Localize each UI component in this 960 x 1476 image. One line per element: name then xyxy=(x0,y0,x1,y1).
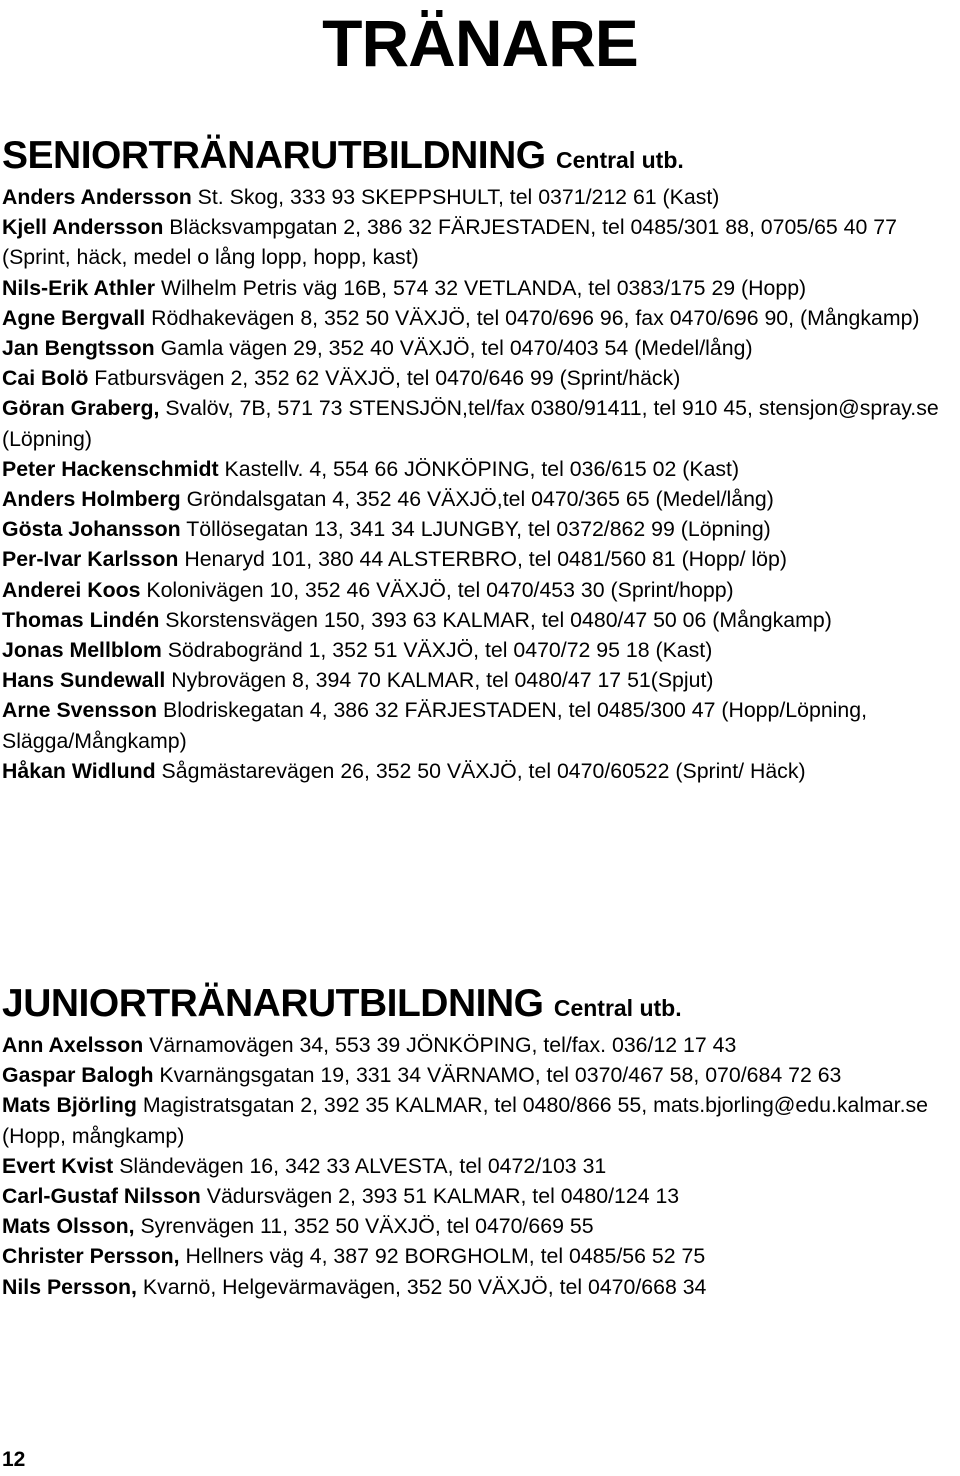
trainer-entry xyxy=(2,1030,958,1060)
trainer-name: Cai Bolö xyxy=(2,366,89,391)
trainer-entry xyxy=(2,1060,958,1090)
trainer-name: Gaspar Balogh xyxy=(2,1063,154,1088)
trainer-name: Kjell Andersson xyxy=(2,215,164,240)
trainer-entry xyxy=(2,1151,958,1181)
trainer-name: Jan Bengtsson xyxy=(2,336,155,361)
trainer-name: Jonas Mellblom xyxy=(2,638,162,663)
trainer-entry xyxy=(2,544,958,574)
trainer-details: Gröndalsgatan 4, 352 46 VÄXJÖ,tel 0470/365 65 (Medel/lång) xyxy=(186,487,774,512)
trainer-name: Mats Olsson, xyxy=(2,1214,135,1239)
trainer-name: Anders Andersson xyxy=(2,185,192,209)
trainer-details: Fatbursvägen 2, 352 62 VÄXJÖ, tel 0470/646 99 (Sprint/häck) xyxy=(94,366,681,391)
trainer-entry xyxy=(2,1211,958,1241)
trainer-details: Sågmästarevägen 26, 352 50 VÄXJÖ, tel 0470/60522 (Sprint/ Häck) xyxy=(161,758,806,783)
trainer-details: Vädursvägen 2, 393 51 KALMAR, tel 0480/124 13 xyxy=(206,1184,680,1209)
senior-entry-list xyxy=(2,182,958,786)
trainer-name: Arne Svensson xyxy=(2,698,158,723)
trainer-details: St. Skog, 333 93 SKEPPSHULT, tel 0371/212 61 (Kast) xyxy=(197,185,720,209)
trainer-details: Magistratsgatan 2, 392 35 KALMAR, tel 0480/866 55, mats.bjorling@edu.kalmar.se (Hopp, mångkamp) xyxy=(2,1093,929,1148)
trainer-entry xyxy=(2,1090,958,1150)
senior-heading-sub: Central utb. xyxy=(556,147,684,173)
trainer-name: Carl-Gustaf Nilsson xyxy=(2,1184,201,1209)
senior-heading-text: SENIORTRÄNARUTBILDNING xyxy=(2,134,546,177)
trainer-name: Evert Kvist xyxy=(2,1153,114,1178)
trainer-details: Töllösegatan 13, 341 34 LJUNGBY, tel 0372/862 99 (Löpning) xyxy=(186,517,771,542)
trainer-entry xyxy=(2,575,958,605)
trainer-name: Gösta Johansson xyxy=(2,517,181,542)
trainer-details: Bläcksvampgatan 2, 386 32 FÄRJESTADEN, tel 0485/301 88, 0705/65 40 77 (Sprint, häck, medel o lång lopp, hopp, kast) xyxy=(2,215,897,270)
trainer-details: Svalöv, 7B, 571 73 STENSJÖN,tel/fax 0380/91411, tel 910 45, stensjon@spray.se (Löpning) xyxy=(2,396,939,451)
trainer-details: Rödhakevägen 8, 352 50 VÄXJÖ, tel 0470/696 96, fax 0470/696 90, (Mångkamp) xyxy=(151,305,920,330)
trainer-details: Syrenvägen 11, 352 50 VÄXJÖ, tel 0470/669 55 xyxy=(140,1214,594,1239)
trainer-name: Christer Persson, xyxy=(2,1244,180,1269)
trainer-details: Nybrovägen 8, 394 70 KALMAR, tel 0480/47 17 51(Spjut) xyxy=(171,668,714,693)
trainer-name: Hans Sundewall xyxy=(2,668,166,693)
trainer-entry xyxy=(2,1241,958,1271)
trainer-entry xyxy=(2,273,958,303)
senior-section xyxy=(2,134,958,786)
trainer-name: Ann Axelsson xyxy=(2,1033,144,1057)
trainer-entry xyxy=(2,484,958,514)
trainer-name: Anders Holmberg xyxy=(2,487,181,512)
trainer-name: Per-Ivar Karlsson xyxy=(2,547,179,572)
trainer-details: Henaryd 101, 380 44 ALSTERBRO, tel 0481/560 81 (Hopp/ löp) xyxy=(184,547,787,572)
trainer-name: Anderei Koos xyxy=(2,577,141,602)
trainer-entry xyxy=(2,182,958,212)
trainer-entry xyxy=(2,756,958,786)
trainer-name: Nils-Erik Athler xyxy=(2,275,156,300)
trainer-entry xyxy=(2,1181,958,1211)
trainer-name: Agne Bergvall xyxy=(2,305,146,330)
junior-entry-list xyxy=(2,1030,958,1302)
junior-heading xyxy=(2,982,958,1030)
trainer-entry xyxy=(2,333,958,363)
trainer-entry xyxy=(2,363,958,393)
trainer-details: Kvarnängsgatan 19, 331 34 VÄRNAMO, tel 0370/467 58, 070/684 72 63 xyxy=(159,1063,842,1088)
trainer-entry xyxy=(2,454,958,484)
trainer-details: Blodriskegatan 4, 386 32 FÄRJESTADEN, tel 0485/300 47 (Hopp/Löpning, Slägga/Mångkamp) xyxy=(2,698,867,753)
trainer-details: Wilhelm Petris väg 16B, 574 32 VETLANDA, tel 0383/175 29 (Hopp) xyxy=(160,275,807,300)
trainer-entry xyxy=(2,665,958,695)
trainer-details: Värnamovägen 34, 553 39 JÖNKÖPING, tel/fax. 036/12 17 43 xyxy=(149,1033,737,1057)
trainer-entry xyxy=(2,393,958,453)
trainer-name: Thomas Lindén xyxy=(2,607,160,632)
trainer-details: Sländevägen 16, 342 33 ALVESTA, tel 0472/103 31 xyxy=(119,1153,607,1178)
trainer-details: Södrabogränd 1, 352 51 VÄXJÖ, tel 0470/72 95 18 (Kast) xyxy=(167,638,713,663)
trainer-entry xyxy=(2,695,958,755)
junior-section xyxy=(2,982,958,1302)
senior-heading xyxy=(2,134,958,182)
trainer-entry xyxy=(2,303,958,333)
trainer-entry xyxy=(2,212,958,272)
trainer-entry xyxy=(2,514,958,544)
trainer-entry xyxy=(2,1272,958,1302)
junior-heading-text: JUNIORTRÄNARUTBILDNING xyxy=(2,982,544,1025)
trainer-name: Göran Graberg, xyxy=(2,396,160,421)
trainer-name: Peter Hackenschmidt xyxy=(2,456,219,481)
trainer-details: Gamla vägen 29, 352 40 VÄXJÖ, tel 0470/403 54 (Medel/lång) xyxy=(160,336,753,361)
trainer-name: Håkan Widlund xyxy=(2,758,156,783)
trainer-name: Nils Persson, xyxy=(2,1274,137,1299)
trainer-details: Kastellv. 4, 554 66 JÖNKÖPING, tel 036/615 02 (Kast) xyxy=(224,456,740,481)
page-title: TRÄNARE xyxy=(322,6,638,80)
page-number: 12 xyxy=(2,1448,26,1471)
trainer-details: Kvarnö, Helgevärmavägen, 352 50 VÄXJÖ, tel 0470/668 34 xyxy=(142,1274,707,1299)
junior-heading-sub: Central utb. xyxy=(553,995,682,1021)
trainer-name: Mats Björling xyxy=(2,1093,137,1118)
trainer-details: Hellners väg 4, 387 92 BORGHOLM, tel 0485/56 52 75 xyxy=(185,1244,706,1269)
trainer-entry xyxy=(2,635,958,665)
trainer-details: Skorstensvägen 150, 393 63 KALMAR, tel 0480/47 50 06 (Mångkamp) xyxy=(165,607,832,632)
trainer-entry xyxy=(2,605,958,635)
trainer-details: Kolonivägen 10, 352 46 VÄXJÖ, tel 0470/453 30 (Sprint/hopp) xyxy=(146,577,734,602)
